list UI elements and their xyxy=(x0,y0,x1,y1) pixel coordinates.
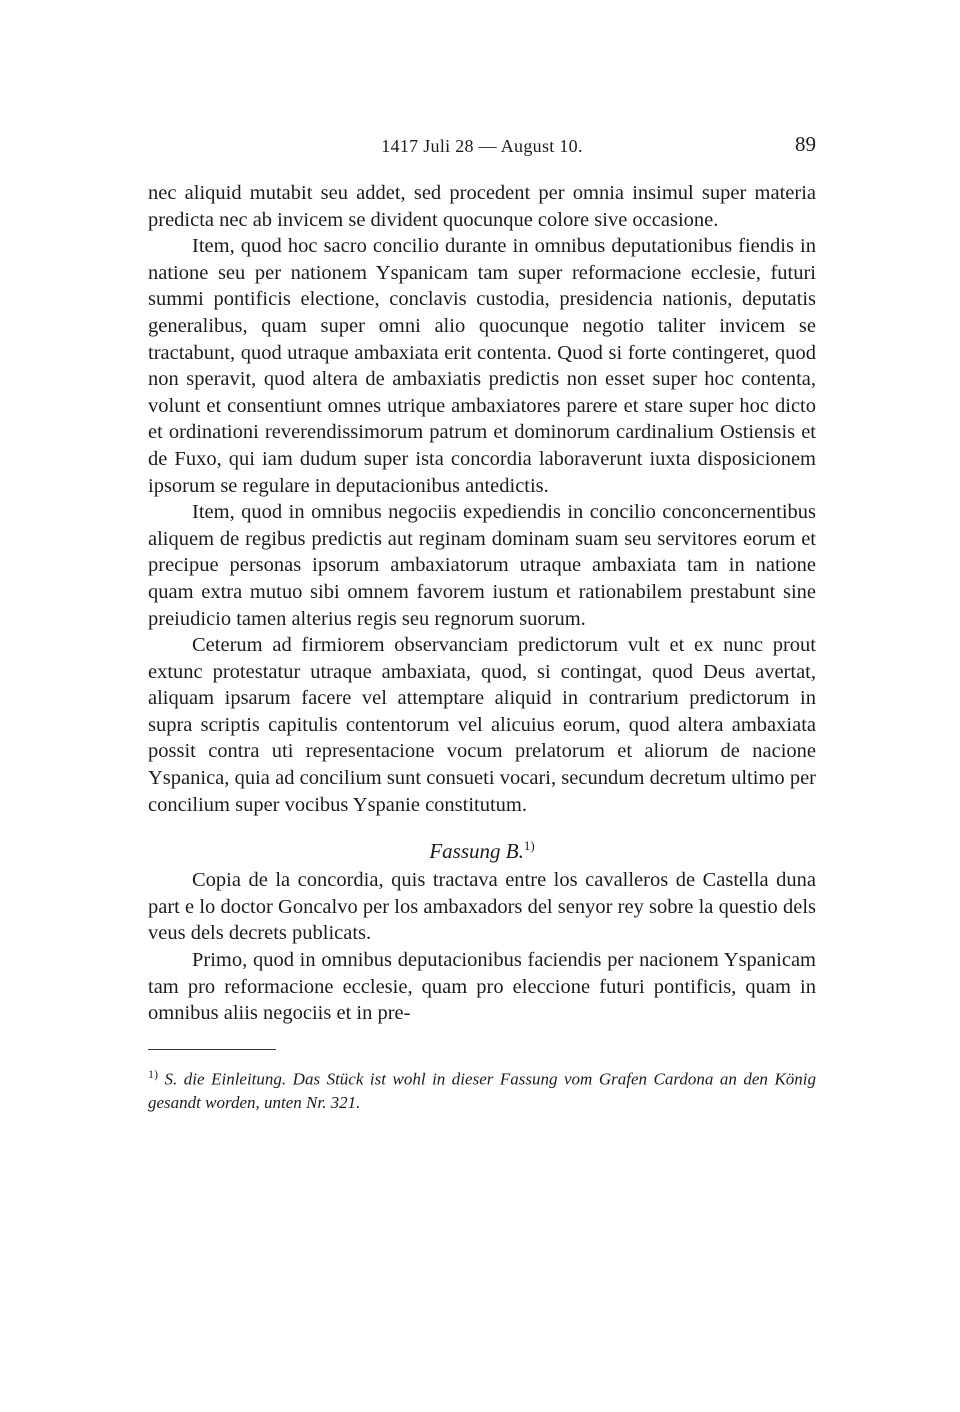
section-heading-footnote-marker: 1) xyxy=(523,838,535,854)
paragraph-item-deputationes: Item, quod hoc sacro concilio durante in omnibus deputationibus fiendis in natione seu per nationem Yspanicam tam super reformacione ecclesie, futuri summi pontificis electione, conclavis custodia, presidencia nationis, deputatis generalibus, quam super omni alio quocunque negotio taliter invicem se tractabunt, quod utraque ambaxiata erit contenta. Quod si forte contingeret, quod non speravit, quod altera de ambaxiatis predictis non esset super hoc contenta, volunt et consentiunt omnes utrique ambaxiatores parere et stare super hoc dicto et ordinationi reverendissimorum patrum et dominorum cardinalium Ostiensis et de Fuxo, qui iam dudum super ista concordia laboraverunt iuxta disposicionem ipsorum se regulare in deputacionibus antedictis. xyxy=(148,235,816,497)
paragraph-ceterum: Ceterum ad firmiorem observanciam predictorum vult et ex nunc prout extunc protestatur utraque ambaxiata, quod, si contingat, quod Deus avertat, aliquam ipsarum facere vel attemptare aliquid in contrarium predictorum in supra scriptis capitulis contentorum vel alicuius eorum, quod altera ambaxiata possit contra uti representacione vocum prelatorum et aliorum de nacione Yspanica, quia ad concilium sunt consueti vocari, secundum decretum ultimo per concilium super vocibus Yspanie constitutum. xyxy=(148,634,816,816)
page-number: 89 xyxy=(795,132,816,156)
footnotes xyxy=(148,1062,816,1116)
paragraph-continuation: nec aliquid mutabit seu addet, sed procedent per omnia insimul super materia predicta nec ab invicem se divident quocunque colore sive occasione. xyxy=(148,182,816,231)
running-header xyxy=(148,132,816,162)
paragraph-primo: Primo, quod in omnibus deputacionibus faciendis per nacionem Yspanicam tam pro reformacione ecclesie, quam pro eleccione futuri pontificis, quam in omnibus aliis negociis et in pre- xyxy=(148,949,816,1025)
footnote xyxy=(148,1062,816,1116)
paragraph-copia: Copia de la concordia, quis tractava entre los cavalleros de Castella duna part e lo doctor Goncalvo per los ambaxadors del senyor rey sobre la questio dels veus dels decrets publicats. xyxy=(148,869,816,945)
section-heading xyxy=(148,832,816,865)
footnote-text: S. die Einleitung. Das Stück ist wohl in dieser Fassung vom Grafen Cardona an den König gesandt worden, unten Nr. 321. xyxy=(148,1069,817,1113)
section-heading-text: Fassung B. xyxy=(429,839,524,864)
paragraph-item-negocia: Item, quod in omnibus negociis expediendis in concilio conconcernentibus aliquem de regibus predictis aut reginam dominam suam seu servitores eorum et precipue personas ipsorum ambaxiatorum utraque ambaxiata tam in natione quam extra mutuo sibi omnem favorem iustum et rationabilem prestabunt sine preiudicio tamen alterius regis seu regnorum suorum. xyxy=(148,501,816,630)
running-title: 1417 Juli 28 — August 10. xyxy=(381,136,583,156)
main-text xyxy=(148,180,816,1027)
footnote-divider xyxy=(148,1049,276,1050)
book-page xyxy=(148,132,816,1115)
footnote-marker: 1) xyxy=(148,1066,158,1081)
